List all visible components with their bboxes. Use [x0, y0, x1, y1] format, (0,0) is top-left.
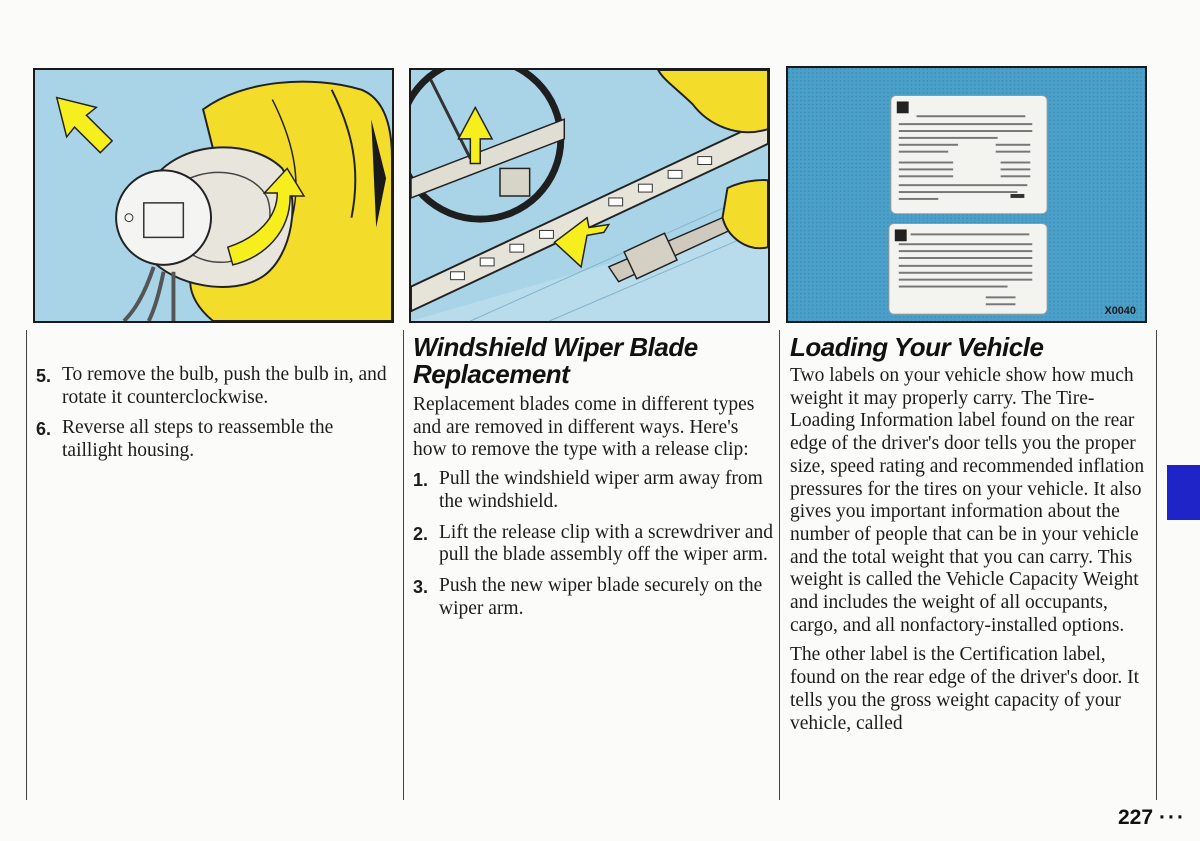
page-number-dots: ··· [1159, 806, 1187, 829]
heading-line-2: Replacement [413, 359, 570, 389]
step-text: Push the new wiper blade securely on the wiper arm. [439, 574, 763, 619]
column-divider-left [26, 330, 27, 800]
list-item [36, 417, 396, 462]
step-number: 2. [413, 523, 429, 544]
column-divider-1 [403, 330, 404, 800]
step-text: Reverse all steps to reassemble the taillight housing. [62, 417, 334, 462]
column-divider-right [1156, 330, 1157, 800]
wiper-intro: Replacement blades come in different types and are removed in different ways. Here's how to remove the type with a release clip: [413, 394, 755, 461]
loading-section-heading: Loading Your Vehicle [790, 332, 1044, 362]
column-divider-2 [779, 330, 780, 800]
step-text: Pull the windshield wiper arm away from the windshield. [439, 468, 763, 512]
bulb-steps-list [36, 364, 396, 463]
vehicle-labels-illustration [786, 66, 1147, 323]
step-text: Lift the release clip with a screwdriver and pull the blade assembly off the wiper arm. [439, 521, 774, 566]
section-tab-marker [1167, 465, 1200, 520]
right-column [790, 334, 1150, 735]
wiper-steps-list [413, 468, 775, 620]
bulb-removal-illustration [33, 68, 394, 323]
list-item [413, 522, 775, 567]
page-number [1118, 806, 1186, 830]
step-number: 3. [413, 576, 429, 597]
figure-code: X0040 [1104, 305, 1136, 318]
left-column [36, 364, 396, 471]
list-item [413, 468, 775, 513]
step-text: To remove the bulb, push the bulb in, and rotate it counterclockwise. [62, 364, 387, 408]
list-item [36, 364, 396, 409]
list-item [413, 575, 775, 620]
step-number: 6. [36, 419, 52, 440]
loading-paragraph-1: Two labels on your vehicle show how much weight it may properly carry. The Tire-Loading Information label found on the rear edge of the driver's door tells you the proper size, speed rating and recommended inflation pressures for the tires on your vehicle. It also gives you important information about the number of people that can be in your vehicle and the total weight that you can carry. This weight is called the Vehicle Capacity Weight and includes the weight of all occupants, cargo, and all nonfactory-installed options. [790, 365, 1145, 636]
step-number: 5. [36, 366, 52, 386]
middle-column [413, 334, 775, 628]
step-number: 1. [413, 470, 429, 491]
loading-paragraph-2: The other label is the Certification label, found on the rear edge of the driver's door. It tells you the gross weight capacity of your vehicle, called [790, 644, 1139, 734]
page-number-value: 227 [1118, 806, 1154, 829]
wiper-blade-illustration [409, 68, 770, 323]
wiper-section-heading [413, 334, 775, 388]
heading-line-1: Windshield Wiper Blade [413, 332, 698, 362]
